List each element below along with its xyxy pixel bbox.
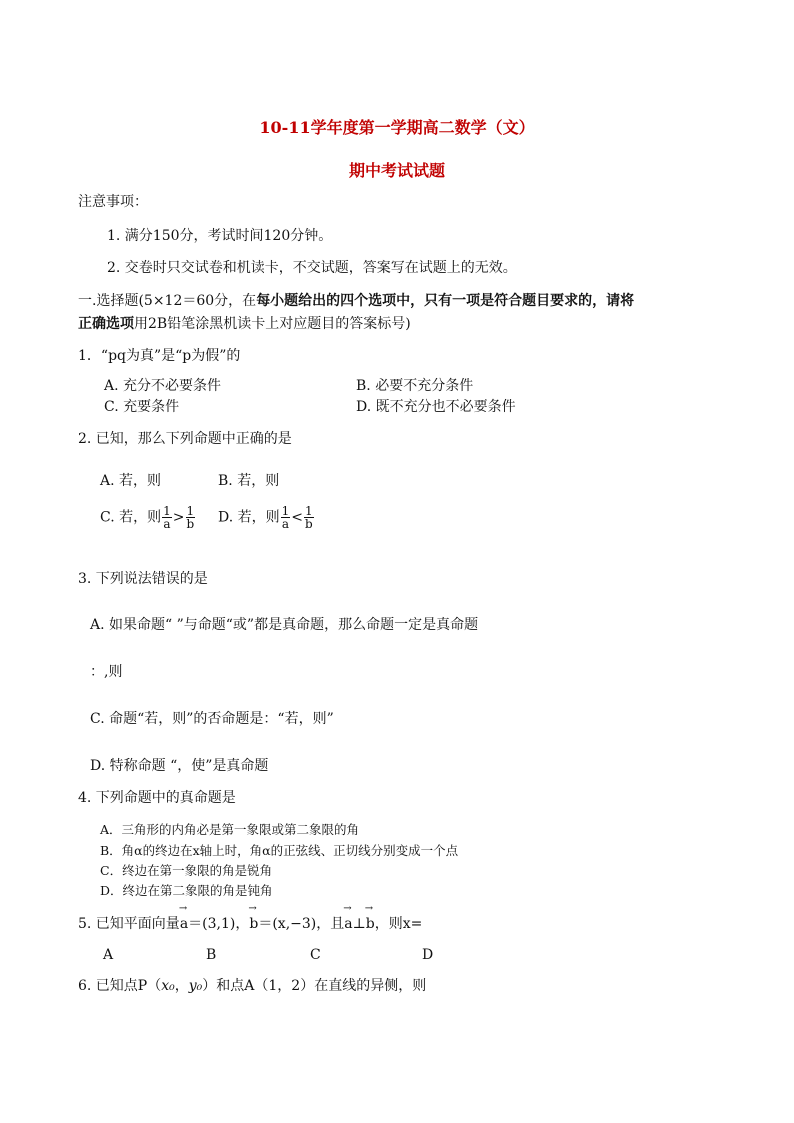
q3-option-c: C. 命题“若，则”的否命题是：“若，则” (90, 711, 334, 727)
q4-option-c: C．终边在第一象限的角是锐角 (100, 863, 273, 878)
notice-item-2: 2. 交卷时只交试卷和机读卡，不交试题，答案写在试题上的无效。 (107, 260, 517, 276)
exam-title-line1: 10-11学年度第一学期高二数学（文） (259, 118, 535, 137)
q4-stem: 4. 下列命题中的真命题是 (78, 790, 236, 806)
fraction-1-over-a: $\frac{1}{a}$ (281, 504, 290, 531)
q5-a-value: ＝(3,1)， (188, 916, 250, 932)
vector-a: → a (180, 915, 188, 933)
q4-option-d: D．终边在第二象限的角是钝角 (100, 883, 273, 898)
q3-option-b: ：,则 (90, 664, 123, 680)
q2-option-d-text: D. 若，则 (218, 509, 280, 526)
q6-separator: ， (174, 978, 189, 994)
fraction-1-over-a: $\frac{1}{a}$ (163, 504, 171, 531)
q6-y0: y₀ (188, 978, 203, 994)
q6-x0: x₀ (161, 978, 175, 994)
q6-suffix: ）和点A（1，2）在直线的异侧，则 (202, 978, 427, 994)
q5-option-b: B (206, 947, 217, 963)
fraction-1-over-b: $\frac{1}{b}$ (186, 504, 195, 531)
q5-option-c: C (310, 947, 321, 963)
section1-line2-bold: 正确选项 (78, 316, 134, 332)
q2-option-a: A. 若，则 (100, 473, 162, 489)
q3-option-d: D. 特称命题 “，使”是真命题 (90, 758, 269, 774)
vector-a: → a (344, 915, 352, 933)
q2-option-d (218, 505, 315, 530)
q6-stem (78, 977, 426, 995)
q1-option-a: A. 充分不必要条件 (104, 378, 222, 394)
q5-option-d: D (422, 947, 434, 963)
section1-header-line2 (78, 315, 411, 333)
perpendicular-symbol: ⊥ (352, 916, 366, 932)
q2-option-b: B. 若，则 (218, 473, 280, 489)
q3-option-a: A. 如果命题“ ”与命题“或”都是真命题，那么命题一定是真命题 (90, 617, 479, 633)
q1-option-b: B. 必要不充分条件 (356, 378, 474, 394)
q2-option-c (100, 505, 196, 530)
notice-item-1: 1. 满分150分，考试时间120分钟。 (107, 228, 333, 244)
section1-head-bold: 每小题给出的四个选项中，只有一项是符合题目要求的，请将 (256, 293, 635, 309)
q6-prefix: 6. 已知点P（ (78, 978, 162, 994)
vector-b: → b (249, 915, 258, 933)
q5-prefix: 5. 已知平面向量 (78, 916, 180, 932)
section1-header (78, 292, 634, 310)
notice-heading: 注意事项： (78, 194, 148, 210)
exam-title-line2: 期中考试试题 (348, 161, 445, 180)
q3-stem: 3. 下列说法错误的是 (78, 571, 208, 587)
q2-option-c-text: C. 若，则 (100, 509, 162, 526)
q1-option-d: D. 既不充分也不必要条件 (356, 399, 516, 415)
q5-suffix: ，则x= (374, 916, 423, 932)
q4-option-b: B．角α的终边在x轴上时，角α的正弦线、正切线分别变成一个点 (100, 843, 459, 858)
q5-option-a: A (103, 947, 114, 963)
q1-stem: 1．“pq为真”是“p为假”的 (78, 348, 241, 364)
q4-option-a: A．三角形的内角必是第一象限或第二象限的角 (100, 822, 360, 837)
section1-head-plain: 一.选择题(5×12＝60分，在 (78, 293, 257, 309)
vector-b: → b (366, 915, 375, 933)
q5-stem (78, 915, 422, 933)
section1-line2-plain: 用2B铅笔涂黑机读卡上对应题目的答案标号) (134, 316, 411, 332)
q5-b-value: ＝(x,−3)，且 (258, 916, 345, 932)
q2-option-c-relation: > (172, 509, 185, 526)
q2-stem: 2. 已知，那么下列命题中正确的是 (78, 431, 292, 447)
q2-option-d-relation: < (291, 509, 304, 526)
q1-option-c: C. 充要条件 (104, 399, 180, 415)
fraction-1-over-b: $\frac{1}{b}$ (305, 504, 313, 531)
